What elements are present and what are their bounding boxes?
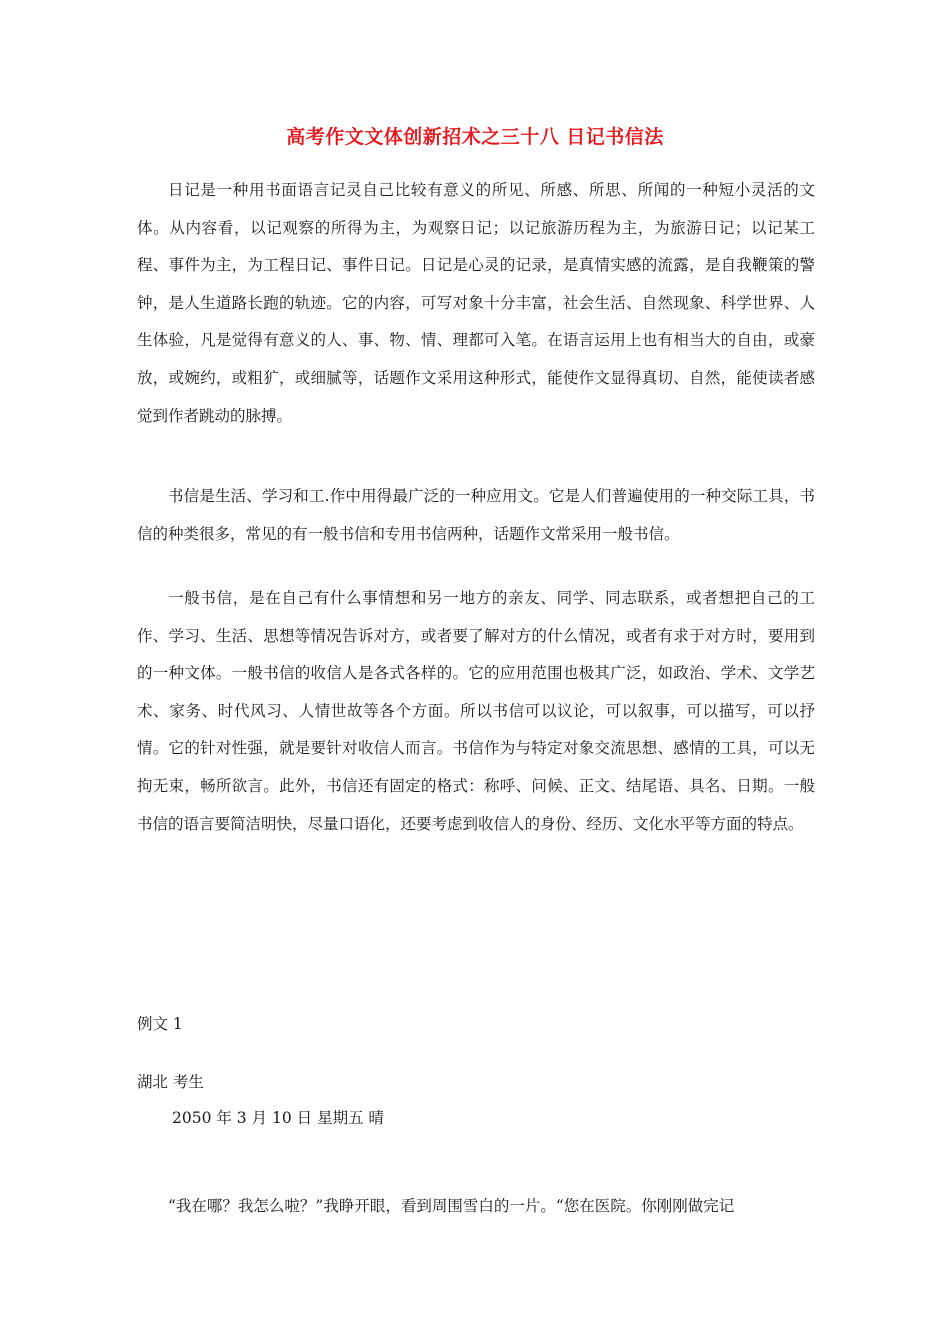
example-first-paragraph: “我在哪？我怎么啦？”我睁开眼，看到周围雪白的一片。“您在医院。你刚刚做完记 xyxy=(168,1197,735,1215)
document-title: 高考作文文体创新招术之三十八 日记书信法 xyxy=(286,126,664,148)
paragraph-diary: 日记是一种用书面语言记灵自己比较有意义的所见、所感、所思、所闻的一种短小灵活的文体。从内容看，以记观察的所得为主，为观察日记；以记旅游历程为主，为旅游日记；以记某工程、事件为主，为工程日记、事件日记。日记是心灵的记录，是真情实感的流露，是自我鞭策的警钟，是人生道路长跑的轨迹。它的内容，可写对象十分丰富，社会生活、自然现象、科学世界、人生体验，凡是觉得有意义的人、事、物、情、理都可入笔。在语言运用上也有相当大的自由，或豪放，或婉约，或粗犷，或细腻等，话题作文采用这种形式，能使作文显得真切、自然，能使读者感觉到作者跳动的脉搏。 xyxy=(137,181,815,425)
date-line: 2050 年 3 月 10 日 星期五 晴 xyxy=(172,1109,385,1127)
paragraph-letter: 书信是生活、学习和工.作中用得最广泛的一种应用文。它是人们普遍使用的一种交际工具，书信的种类很多，常见的有一般书信和专用书信两种，话题作文常采用一般书信。 xyxy=(137,487,815,543)
example-label: 例文 1 xyxy=(137,1015,183,1033)
author-line: 湖北 考生 xyxy=(137,1073,204,1091)
paragraph-general-letter: 一般书信，是在自己有什么事情想和另一地方的亲友、同学、同志联系，或者想把自己的工作、学习、生活、思想等情况告诉对方，或者要了解对方的什么情况，或者有求于对方时，要用到的一种文体。一般书信的收信人是各式各样的。它的应用范围也极其广泛，如政治、学术、文学艺术、家务、时代风习、人情世故等各个方面。所以书信可以议论，可以叙事，可以描写，可以抒情。它的针对性强，就是要针对收信人而言。书信作为与特定对象交流思想、感情的工具，可以无拘无束，畅所欲言。此外，书信还有固定的格式：称呼、问候、正文、结尾语、具名、日期。一般书信的语言要简洁明快，尽量口语化，还要考虑到收信人的身份、经历、文化水平等方面的特点。 xyxy=(137,589,815,833)
